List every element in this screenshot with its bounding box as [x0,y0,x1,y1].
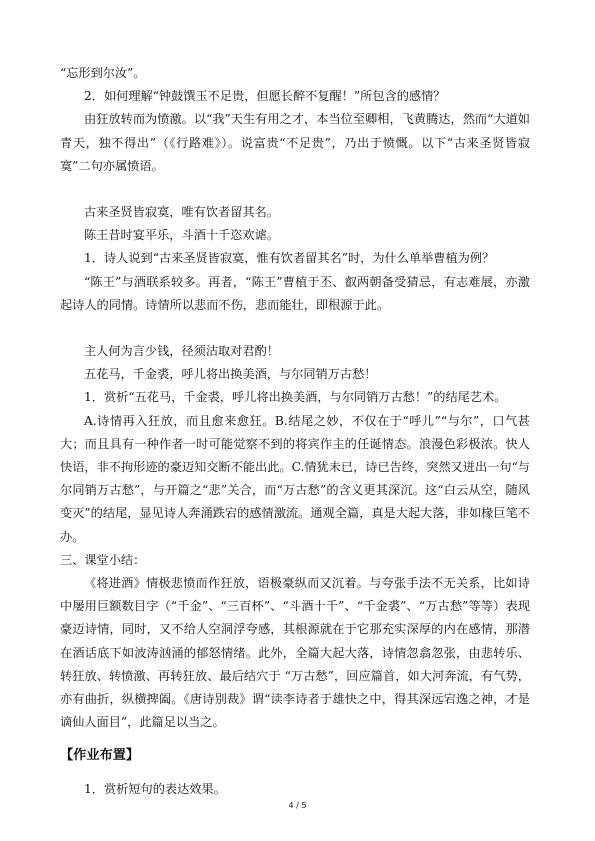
verse-line-1: 古来圣贤皆寂寞，唯有饮者留其名。 [84,205,279,220]
homework-heading: 【作业布置】 [60,748,140,764]
answer-ending: A.诗情再入狂放，而且愈来愈狂。B.结尾之妙，不仅在于“呼儿”“与尔”，口气甚大；而且具有一种作者一时可能觉察不到的将宾作主的任诞情态。浪漫色彩极浓。快人快语，非不拘形迹的豪迈知交断不能出此。C.情犹未已，诗已告终，突然又迸出一句“与尔同销万古愁”，与开篇之“悲”关合，而“万古愁”的含义更其深沉。这“白云从空，随风变灭”的结尾，显见诗人奔涌跌宕的感情激流。通观全篇，真是大起大落，非如椽巨笔不办。 [60,413,530,544]
verse-line-4: 五花马，千金裘，呼儿将出换美酒，与尔同销万古愁！ [84,367,377,382]
homework-item-1: 1．赏析短句的表达效果。 [84,782,226,797]
verse-line-2: 陈王昔时宴平乐，斗酒十千恣欢谑。 [84,228,279,243]
page-number: 4 / 5 [288,801,307,810]
answer-chenwang: “陈王”与酒联系较多。再者，“陈王”曹植于丕、叡两朝备受猜忌，有志难展，亦激起诗人的同情。诗情所以悲而不伤，悲而能壮，即根源于此。 [60,274,530,312]
spacer [60,767,530,778]
answer-2: 由狂放转而为愤激。以“我”天生有用之才，本当位至卿相，飞黄腾达，然而“大道如青天，独不得出”（《行路难》）。说富贵“不足贵”，乃出于愤慨。以下“古来圣贤皆寂寞”二句亦属愤语。 [60,112,530,173]
question-chenwang: 1．诗人说到“古来圣贤皆寂寞，惟有饮者留其名”时，为什么单举曹植为例？ [84,251,495,266]
spacer [60,178,530,201]
question-ending: 1．赏析“五花马，千金裘，呼儿将出换美酒，与尔同销万古愁！”的结尾艺术。 [84,390,507,405]
section-summary-heading: 三、课堂小结： [60,552,146,567]
question-2: 2．如何理解“钟鼓馔玉不足贵，但愿长醉不复醒！”所包含的感情？ [84,89,446,104]
summary-paragraph: 《将进酒》情极悲愤而作狂放，语极豪纵而又沉着。与夸张手法不无关系，比如诗中屡用巨额数目字（“千金”、“三百杯”、“斗酒十千”、“千金裘”、“万古愁”等等）表现豪迈诗情，同时，又不给人空洞浮夸感，其根源就在于它那充实深厚的内在感情，那潜在酒话底下如波涛汹涌的郁怒情绪。此外，全篇大起大落，诗情忽翕忽张，由悲转乐、转狂放、转愤激、再转狂放、最后结穴于 “万古愁”，回应篇首，如大河奔流，有气势，亦有曲折，纵横捭阖。《唐诗别裁》谓“读李诗者于雄快之中，得其深远宕逸之神，才是谪仙人面目”，此篇足以当之。 [60,576,530,730]
verse-line-3: 主人何为言少钱，径须沽取对君酌！ [84,344,279,359]
paragraph-quote-tail: “忘形到尔汝”。 [60,66,146,80]
document-body [60,62,530,802]
spacer [60,734,530,745]
spacer [60,317,530,340]
